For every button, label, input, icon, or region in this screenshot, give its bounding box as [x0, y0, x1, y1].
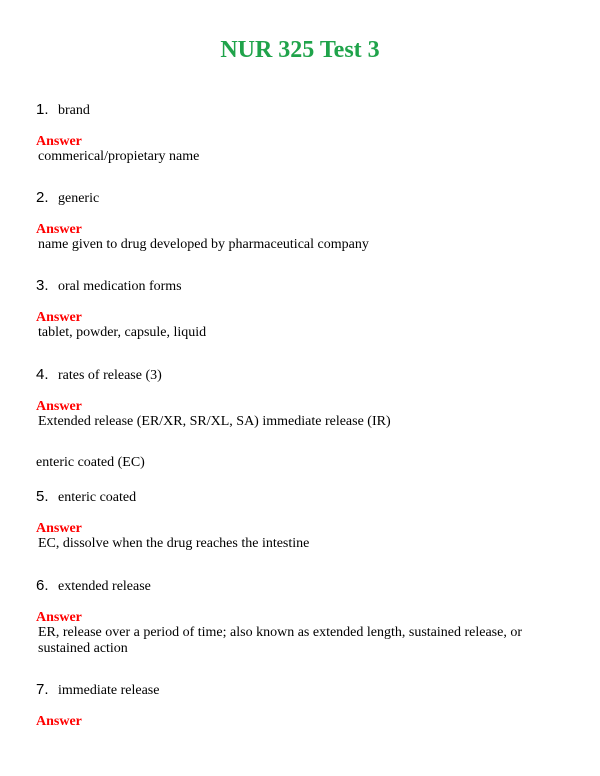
- answer-label: Answer: [36, 521, 82, 536]
- question-2: [36, 189, 99, 208]
- question-term: immediate release: [58, 683, 160, 698]
- answer-continuation: enteric coated (EC): [36, 455, 145, 470]
- answer-label: Answer: [36, 610, 82, 625]
- answer-label: Answer: [36, 222, 82, 237]
- answer-text: name given to drug developed by pharmaceutical company: [38, 237, 369, 252]
- question-number: 5.: [36, 488, 49, 505]
- question-1: [36, 101, 90, 120]
- question-3: [36, 277, 182, 296]
- answer-text: ER, release over a period of time; also known as extended length, sustained release, or sustained action: [38, 625, 523, 656]
- question-7: [36, 681, 159, 700]
- question-6: [36, 577, 151, 596]
- question-term: extended release: [58, 579, 151, 594]
- page-title: NUR 325 Test 3: [220, 37, 380, 63]
- question-number: 6.: [36, 577, 49, 594]
- question-4: [36, 366, 162, 385]
- question-term: enteric coated: [58, 490, 137, 505]
- answer-label: Answer: [36, 310, 82, 325]
- answer-label: Answer: [36, 134, 82, 149]
- question-number: 1.: [36, 101, 49, 118]
- question-5: [36, 488, 136, 507]
- question-term: generic: [58, 191, 100, 206]
- question-number: 2.: [36, 189, 49, 206]
- answer-label: Answer: [36, 399, 82, 414]
- question-term: rates of release (3): [58, 368, 162, 383]
- answer-text: commerical/propietary name: [38, 149, 200, 164]
- question-term: oral medication forms: [58, 279, 182, 294]
- question-number: 7.: [36, 681, 49, 698]
- question-number: 4.: [36, 366, 49, 383]
- question-term: brand: [58, 103, 90, 118]
- answer-text: Extended release (ER/XR, SR/XL, SA) immediate release (IR): [38, 414, 391, 429]
- answer-text: EC, dissolve when the drug reaches the intestine: [38, 536, 310, 551]
- question-number: 3.: [36, 277, 49, 294]
- answer-text: tablet, powder, capsule, liquid: [38, 325, 207, 340]
- answer-label: Answer: [36, 714, 82, 729]
